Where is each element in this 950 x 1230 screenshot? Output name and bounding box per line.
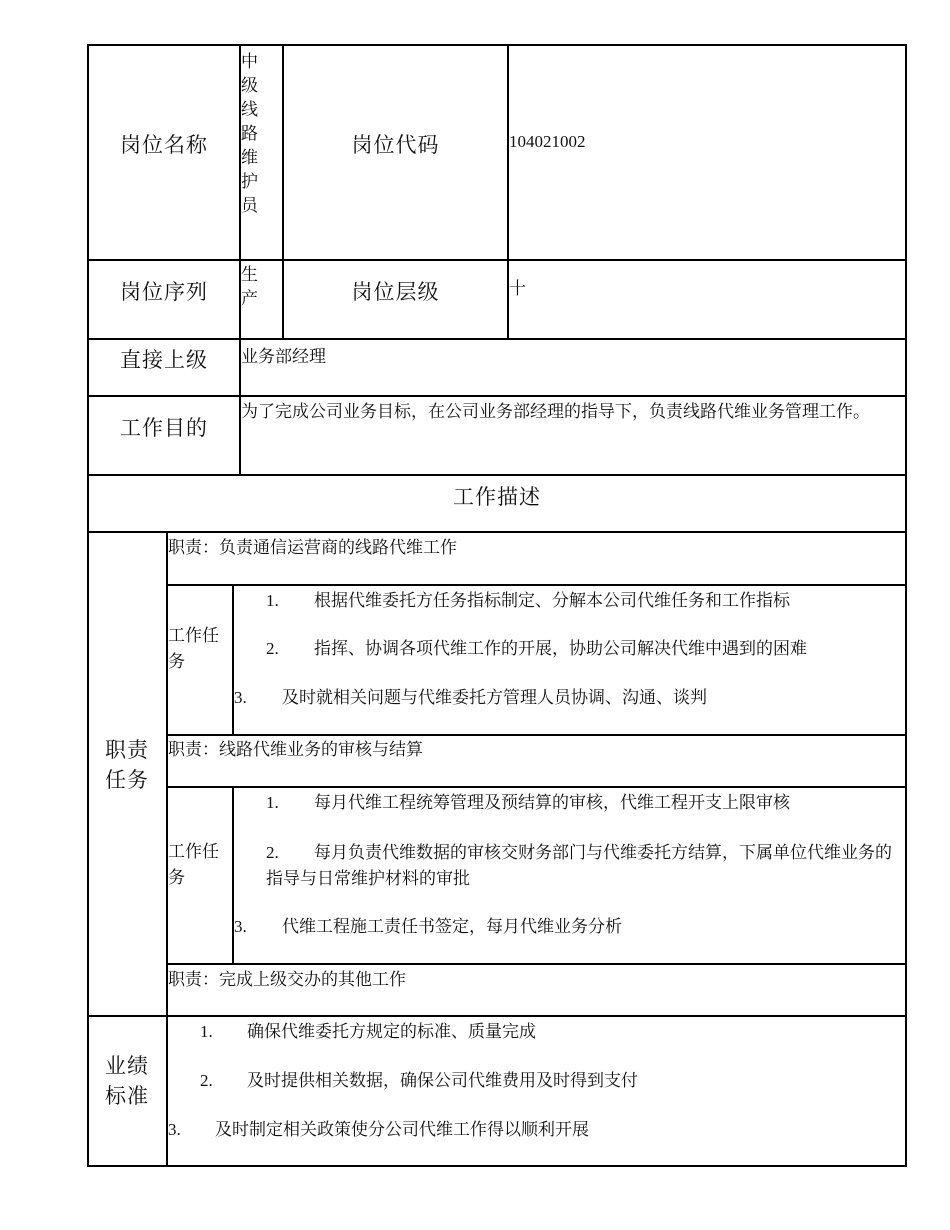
task-item: 每月代维工程统筹管理及预结算的审核，代维工程开支上限审核 bbox=[314, 793, 790, 813]
table-border-right bbox=[905, 44, 907, 1167]
row-divider bbox=[87, 1015, 907, 1017]
performance-item: 及时提供相关数据，确保公司代维费用及时得到支付 bbox=[247, 1071, 638, 1091]
task-item: 每月负责代维数据的审核交财务部门与代维委托方结算，下属单位代维业务的指导与日常维护材料的审批 bbox=[266, 843, 892, 889]
task-number: 2. bbox=[266, 639, 279, 658]
post-name-label: 岗位名称 bbox=[120, 133, 208, 157]
task-number: 1. bbox=[266, 793, 279, 812]
post-code-label: 岗位代码 bbox=[351, 133, 440, 157]
task-number: 2. bbox=[266, 843, 279, 862]
row-divider bbox=[166, 963, 907, 965]
task-number: 1. bbox=[266, 591, 279, 610]
row-divider bbox=[166, 734, 907, 736]
duty-title: 职责：完成上级交办的其他工作 bbox=[168, 970, 406, 990]
goal-value: 为了完成公司业务目标，在公司业务部经理的指导下，负责线路代维业务管理工作。 bbox=[241, 402, 870, 422]
row-divider bbox=[166, 584, 907, 586]
performance-label: 业绩标准 bbox=[105, 1054, 149, 1108]
post-series-value: 生产 bbox=[241, 265, 258, 309]
table-border-bottom bbox=[87, 1165, 907, 1167]
task-number: 3. bbox=[234, 688, 247, 707]
post-level-value: 十 bbox=[509, 279, 526, 299]
duties-section-label: 职责任务 bbox=[105, 738, 149, 792]
performance-number: 3. bbox=[168, 1120, 181, 1139]
row-divider bbox=[87, 474, 907, 476]
performance-item: 确保代维委托方规定的标准、质量完成 bbox=[247, 1022, 536, 1042]
task-item: 及时就相关问题与代维委托方管理人员协调、沟通、谈判 bbox=[282, 688, 707, 708]
table-border-left bbox=[87, 44, 89, 1167]
duty-title: 职责：负责通信运营商的线路代维工作 bbox=[168, 538, 457, 558]
performance-item: 及时制定相关政策使分公司代维工作得以顺利开展 bbox=[215, 1120, 589, 1140]
superior-label: 直接上级 bbox=[120, 348, 208, 372]
row-divider bbox=[87, 338, 907, 340]
task-item: 代维工程施工责任书签定，每月代维业务分析 bbox=[282, 917, 622, 937]
task-item: 根据代维委托方任务指标制定、分解本公司代维任务和工作指标 bbox=[314, 591, 790, 611]
post-level-label: 岗位层级 bbox=[351, 280, 440, 304]
row-divider bbox=[87, 531, 907, 533]
post-code-value: 104021002 bbox=[509, 132, 586, 151]
task-label: 工作任务 bbox=[168, 626, 219, 672]
row-divider bbox=[87, 259, 907, 261]
section-title: 工作描述 bbox=[453, 485, 541, 509]
performance-number: 2. bbox=[200, 1071, 213, 1090]
superior-value: 业务部经理 bbox=[241, 347, 326, 367]
task-label: 工作任务 bbox=[168, 842, 219, 888]
duty-title: 职责：线路代维业务的审核与结算 bbox=[168, 740, 423, 760]
col-divider bbox=[232, 584, 234, 736]
post-series-label: 岗位序列 bbox=[120, 280, 208, 304]
table-border-top bbox=[87, 44, 907, 46]
performance-number: 1. bbox=[200, 1022, 213, 1041]
row-divider bbox=[166, 786, 907, 788]
row-divider bbox=[87, 395, 907, 397]
task-number: 3. bbox=[234, 917, 247, 936]
goal-label: 工作目的 bbox=[120, 416, 208, 440]
post-name-value: 中级线路维护员 bbox=[241, 52, 258, 216]
task-item: 指挥、协调各项代维工作的开展，协助公司解决代维中遇到的困难 bbox=[314, 639, 807, 659]
